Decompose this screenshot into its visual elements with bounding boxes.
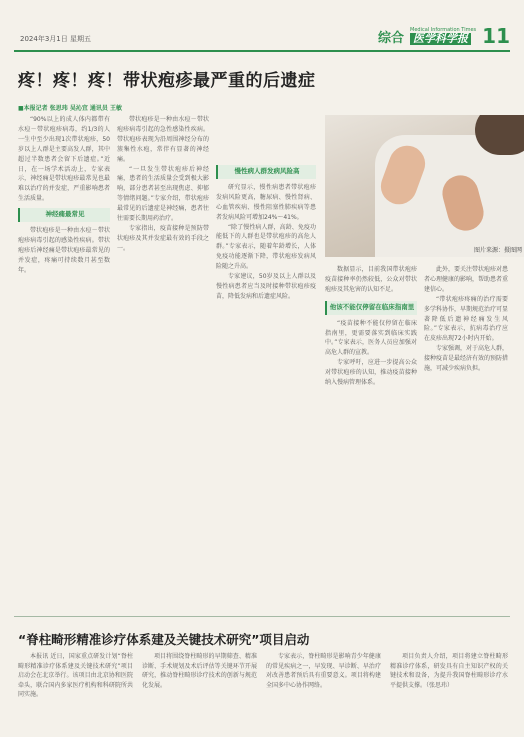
article-byline: ■本报记者 张思玮 吴沁宜 通讯员 王敏: [18, 105, 123, 112]
paragraph: 专家呼吁，应进一步提高公众对带状疱疹的认知，推动疫苗接种纳入慢病管理体系。: [325, 359, 417, 387]
article2-column-2: 项目将围绕脊柱畸形的早期筛查、精准诊断、手术规划及术后评估等关键环节开展研究，推动脊柱畸形诊疗技术的创新与规范化发展。: [142, 653, 257, 689]
masthead: [378, 24, 510, 48]
article-column-2: [117, 115, 209, 611]
subhead-guideline: 他该不能仅停留在临床指南里: [325, 301, 417, 315]
paragraph: 专家指出，疫苗接种是预防带状疱疹及其并发症最有效的手段之一。: [117, 224, 209, 252]
paragraph: 带状疱疹是一种由水痘－带状疱疹病毒引起的急性感染性疾病。带状疱疹表现为沿周围神经分布的簇集性水疱，常伴有显著的神经痛。: [117, 116, 209, 163]
photo-caption: 图片来源：摄图网: [473, 247, 522, 254]
article2-column-4: 项目负责人介绍，项目将建立脊柱畸形精准诊疗体系，研发具有自主知识产权的关键技术和设备，为提升我国脊柱畸形诊疗水平提供支撑。（张思玮）: [390, 653, 508, 689]
article-divider: [14, 616, 510, 617]
article2-title: “脊柱畸形精准诊疗体系建及关键技术研究”项目启动: [18, 632, 310, 647]
article-column-5: [424, 265, 508, 611]
issue-date: 2024年3月1日 星期五: [20, 35, 91, 43]
paragraph: “除了慢性病人群，高龄、免疫功能低下的人群也是带状疱疹的高危人群。”专家表示，随着年龄增长，人体免疫功能逐渐下降，带状疱疹发病风险随之升高。: [216, 223, 316, 271]
paragraph: “90%以上的成人体内都带有水痘－带状疱疹病毒，约1/3的人一生中至少出现1次带状疱疹，50岁以上人群是主要高发人群，其中超过半数患者会留下后遗症。”近日，在一场学术活动上，专家表示，神经痛是带状疱疹最常见也最难以治疗的并发症，严重影响患者生活质量。: [18, 116, 110, 203]
article-column-4: [325, 265, 417, 611]
article2-column-1: 本报讯 近日，国家重点研发计划“脊柱畸形精准诊疗体系建及关键技术研究”项目启动会在北京举行。该项目由北京协和医院牵头，联合国内多家医疗机构和科研院所共同实施。: [18, 653, 133, 698]
article2-body: [18, 652, 508, 737]
newspaper-logo: [410, 27, 476, 45]
paragraph: 此外，要关注带状疱疹对患者心理健康的影响，帮助患者重建信心。: [424, 266, 509, 293]
logo-english: Medical Information Times: [410, 27, 477, 33]
article-title: 疼！疼！疼！带状疱疹最严重的后遗症: [18, 71, 316, 91]
article2-column-3: 专家表示，脊柱畸形是影响青少年健康的常见疾病之一，早发现、早诊断、早治疗对改善患者预后具有重要意义。项目将构建全国多中心协作网络。: [266, 653, 381, 689]
paragraph: 带状疱疹是一种由水痘－带状疱疹病毒引起的感染性疾病。带状疱疹后神经痛是带状疱疹最常见的并发症，疼痛可持续数月甚至数年。: [18, 227, 110, 274]
subhead-neuralgia: 神经痛最常见: [18, 208, 110, 222]
article-column-3: [216, 115, 316, 611]
subhead-chronic-risk: 慢性病人群发病风险高: [216, 165, 316, 179]
paragraph: 研究显示，慢性病患者带状疱疹发病风险更高，糖尿病、慢性肾病、心血管疾病、慢性阻塞性肺疾病等患者发病风险可增加24%～41%。: [216, 183, 316, 221]
paragraph: 数据显示，目前我国带状疱疹疫苗接种率仍然较低，公众对带状疱疹及其危害的认知不足。: [325, 266, 417, 293]
paragraph: 专家强调，对于高危人群，接种疫苗是最经济有效的预防措施，可减少疾病负担。: [424, 345, 509, 373]
article-photo: [325, 115, 524, 257]
page-number: 11: [482, 24, 510, 48]
article-body: [18, 115, 522, 613]
paragraph: 专家建议，50岁及以上人群以及慢性病患者应当及时接种带状疱疹疫苗，降低发病和后遗症风险。: [216, 273, 316, 300]
article-column-1: [18, 115, 110, 611]
paragraph: “带状疱疹疼痛的治疗需要多学科协作，早期规范治疗可显著降低后遗神经痛发生风险。”专家表示，抗病毒治疗应在皮疹出现72小时内开始。: [424, 295, 509, 343]
paragraph: “一旦发生带状疱疹后神经痛，患者的生活质量会受到极大影响，部分患者甚至出现焦虑、抑郁等情绪问题。”专家介绍，带状疱疹最常见的后遗症是神经痛，患者往往需要长期用药治疗。: [117, 165, 209, 223]
page-header: [14, 24, 510, 52]
section-name: 综合: [378, 30, 405, 46]
logo-chinese: 医学科学报: [410, 33, 471, 45]
paragraph: “疫苗接种不能仅停留在临床指南里，更需要落实到临床实践中。”专家表示，医务人员应加强对高危人群的宣教。: [325, 319, 417, 357]
